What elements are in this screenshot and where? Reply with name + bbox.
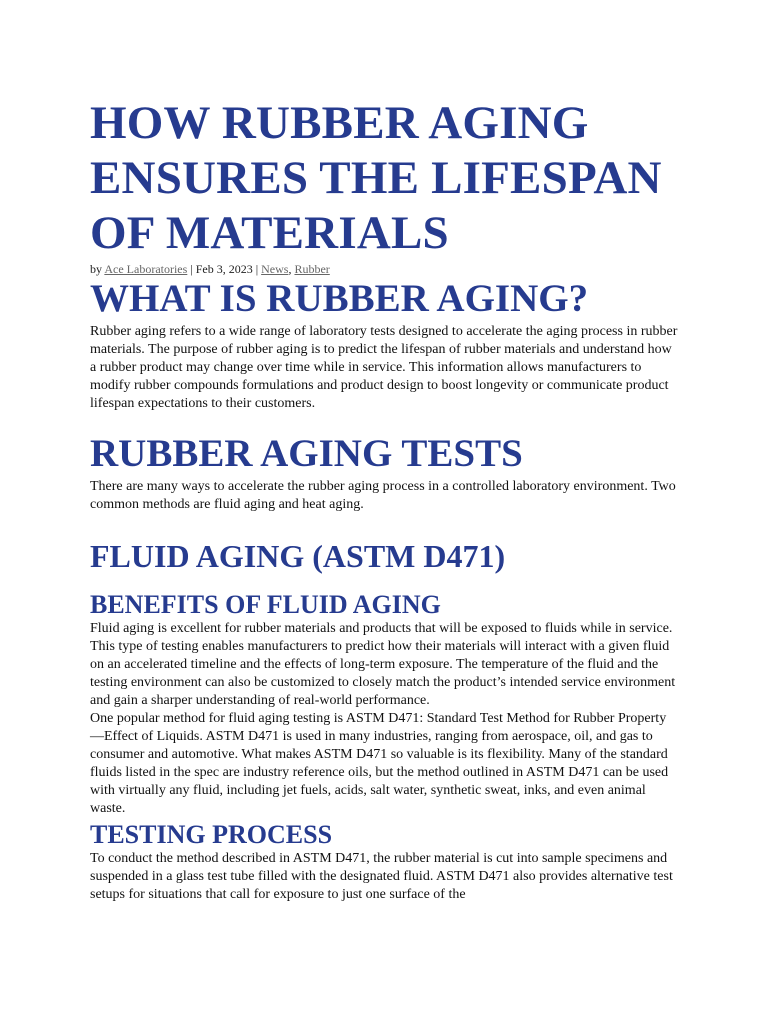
author-link[interactable]: Ace Laboratories	[104, 262, 188, 276]
post-date: Feb 3, 2023	[195, 262, 253, 276]
meta-separator: |	[187, 262, 196, 276]
paragraph-tests: There are many ways to accelerate the rubber aging process in a controlled laboratory environment. Two common methods are fluid aging and heat aging.	[90, 479, 676, 512]
article	[90, 96, 680, 904]
heading-fluid-aging: FLUID AGING (ASTM D471)	[90, 538, 506, 574]
category-link-rubber[interactable]: Rubber	[294, 262, 330, 276]
meta-by: by	[90, 262, 105, 276]
meta-comma: ,	[288, 262, 295, 276]
paragraph-benefits-2: One popular method for fluid aging testing is ASTM D471: Standard Test Method for Rubber Property—Effect of Liquids. ASTM D471 is used in many industries, ranging from aerospace, oil, and gas to consumer and automotive. What makes ASTM D471 so valuable is its flexibility. Many of the standard fluids listed in the spec are industry reference oils, but the method outlined in ASTM D471 can be used with virtually any fluid, including jet fuels, acids, salt water, synthetic sweat, inks, and even animal waste.	[90, 711, 669, 816]
heading-testing-process: TESTING PROCESS	[90, 820, 333, 849]
post-meta	[90, 261, 680, 277]
paragraph-what-is: Rubber aging refers to a wide range of laboratory tests designed to accelerate the aging process in rubber materials. The purpose of rubber aging is to predict the lifespan of rubber materials and understand how a rubber product may change over time while in service. This information allows manufacturers to modify rubber compounds formulations and product design to boost longevity or communicate product lifespan expectations to their customers.	[90, 324, 678, 411]
heading-what-is-rubber-aging: WHAT IS RUBBER AGING?	[90, 277, 589, 320]
heading-benefits-of-fluid-aging: BENEFITS OF FLUID AGING	[90, 590, 441, 619]
paragraph-testing-process: To conduct the method described in ASTM D471, the rubber material is cut into sample specimens and suspended in a glass test tube filled with the designated fluid. ASTM D471 also provides alternative test setups for situations that call for exposure to just one surface of the	[90, 851, 673, 902]
paragraph-benefits-1: Fluid aging is excellent for rubber materials and products that will be exposed to fluids while in service. This type of testing enables manufacturers to predict how their materials will interact with a given fluid on an accelerated timeline and the effects of long-term exposure. The temperature of the fluid and the testing environment can also be customized to closely match the product’s intended service environment and gain a sharper understanding of real-world performance.	[90, 621, 676, 708]
article-title: HOW RUBBER AGING ENSURES THE LIFESPAN OF MATERIALS	[90, 97, 662, 259]
category-link-news[interactable]: News	[261, 262, 289, 276]
heading-rubber-aging-tests: RUBBER AGING TESTS	[90, 432, 523, 475]
meta-separator: |	[252, 262, 262, 276]
